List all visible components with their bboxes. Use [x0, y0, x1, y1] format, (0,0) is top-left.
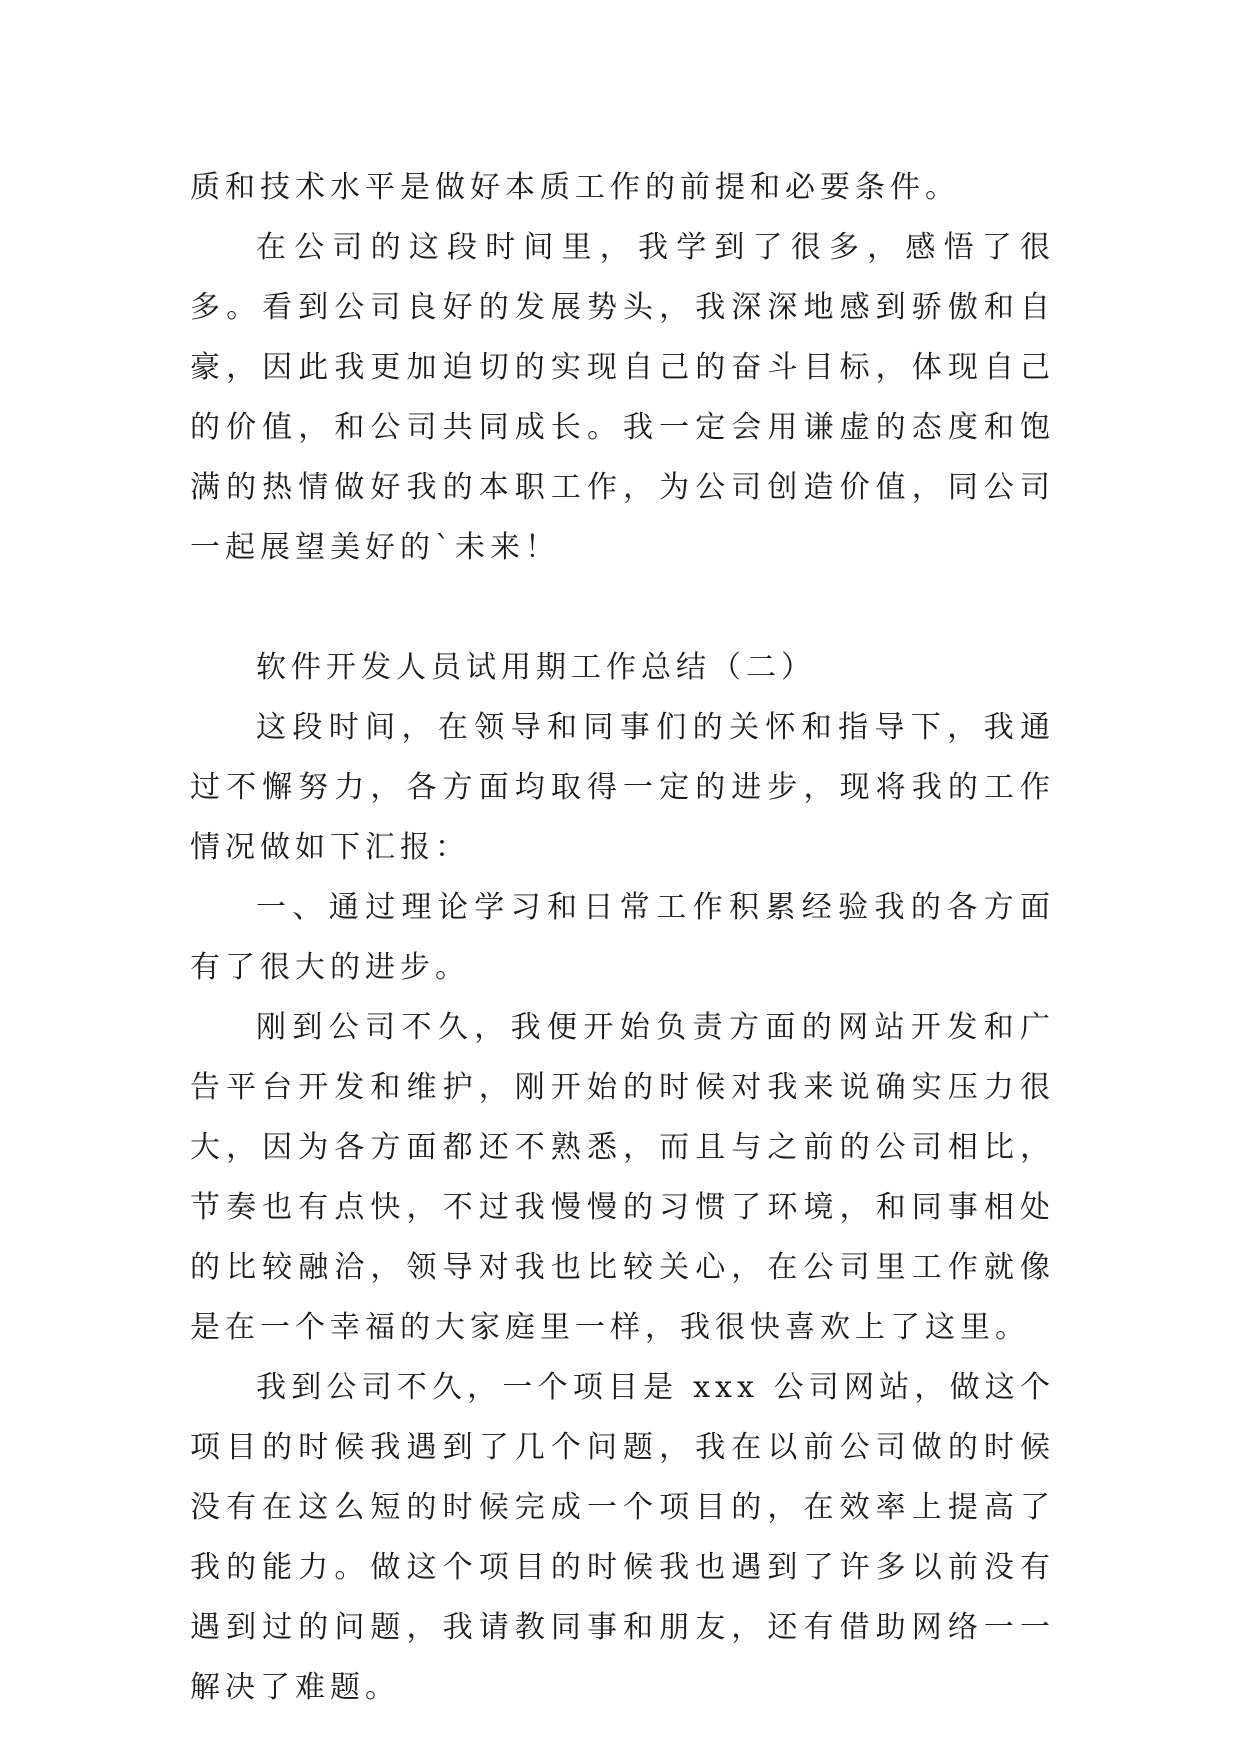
paragraph-point-one: 一、通过理论学习和日常工作积累经验我的各方面有了很大的进步。 [190, 890, 1055, 985]
paragraph-project: 我到公司不久，一个项目是 xxx 公司网站，做这个项目的时候我遇到了几个问题，我在以前公司做的时候没有在这么短的时候完成一个项目的，在效率上提高了我的能力。做这个项目的时候我也遇到了许多以前没有遇到过的问题，我请教同事和朋友，还有借助网络一一解决了难题。 [190, 1370, 1055, 1705]
paragraph-intro: 这段时间，在领导和同事们的关怀和指导下，我通过不懈努力，各方面均取得一定的进步，现将我的工作情况做如下汇报： [190, 710, 1055, 865]
section-spacer [190, 578, 1055, 638]
section-title: 软件开发人员试用期工作总结（二） [256, 650, 816, 685]
paragraph-company-reflection: 在公司的这段时间里，我学到了很多，感悟了很多。看到公司良好的发展势头，我深深地感到骄傲和自豪，因此我更加迫切的实现自己的奋斗目标，体现自己的价值，和公司共同成长。我一定会用谦虚的态度和饱满的热情做好我的本职工作，为公司创造价值，同公司一起展望美好的`未来！ [190, 230, 1055, 565]
paragraph-early-work: 刚到公司不久，我便开始负责方面的网站开发和广告平台开发和维护，刚开始的时候对我来说确实压力很大，因为各方面都还不熟悉，而且与之前的公司相比，节奏也有点快，不过我慢慢的习惯了环境，和同事相处的比较融洽，领导对我也比较关心，在公司里工作就像是在一个幸福的大家庭里一样，我很快喜欢上了这里。 [190, 1010, 1055, 1345]
document-body [190, 158, 1055, 1718]
paragraph-continuation: 质和技术水平是做好本质工作的前提和必要条件。 [190, 170, 960, 205]
